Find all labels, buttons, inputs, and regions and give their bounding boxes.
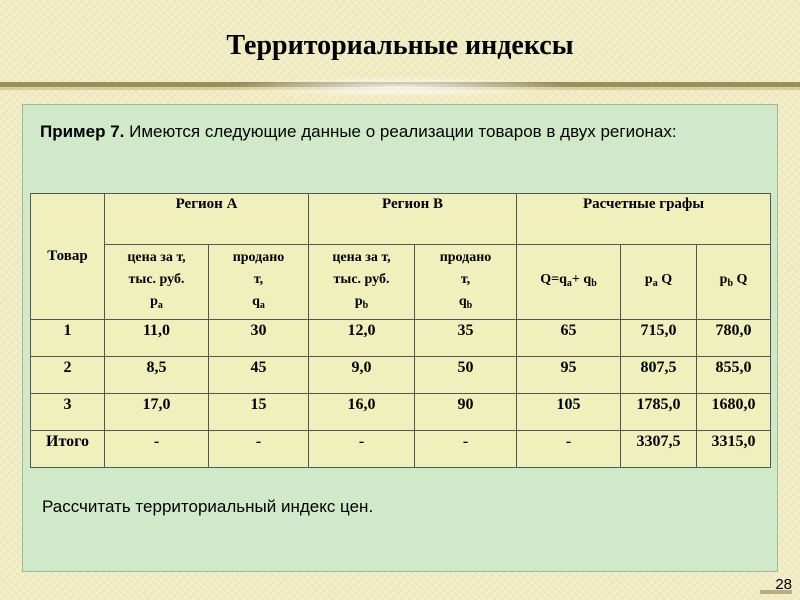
- table-row: [31, 357, 771, 394]
- cell-pa: 8,5: [105, 357, 209, 394]
- header-sold-a-line1: продано: [232, 250, 285, 265]
- header-sold-a-line2: т,: [253, 272, 264, 287]
- cell-pbq: 1680,0: [697, 394, 771, 431]
- cell-pa: 17,0: [105, 394, 209, 431]
- header-sold-b-symbol: $q_b$: [458, 294, 473, 311]
- title-rule-glow: [230, 76, 570, 98]
- table-row: [31, 320, 771, 357]
- header-sold-b-line2: т,: [460, 272, 471, 287]
- header-region-a: Регион А: [105, 194, 309, 245]
- cell-qa: 15: [209, 394, 309, 431]
- row-label: 3: [31, 394, 105, 431]
- header-product: Товар: [31, 194, 105, 320]
- cell-pb: -: [309, 431, 415, 468]
- table-row-total: [31, 431, 771, 468]
- cell-paq: 3307,5: [621, 431, 697, 468]
- cell-paq: 807,5: [621, 357, 697, 394]
- header-price-a-line1: цена за т,: [127, 250, 186, 265]
- header-sold-a-symbol: $q_a$: [252, 294, 265, 311]
- cell-qa: 45: [209, 357, 309, 394]
- cell-pbq: 855,0: [697, 357, 771, 394]
- row-label: 1: [31, 320, 105, 357]
- intro-body: Имеются следующие данные о реализации товаров в двух регионах:: [124, 122, 677, 141]
- cell-q: 105: [517, 394, 621, 431]
- header-q-total: $Q=q_a+ q_b$: [517, 245, 621, 320]
- header-price-a-symbol: $p_a$: [150, 294, 163, 311]
- header-region-b: Регион В: [309, 194, 517, 245]
- cell-pb: 12,0: [309, 320, 415, 357]
- table-row: [31, 394, 771, 431]
- cell-qb: 90: [415, 394, 517, 431]
- header-row-columns: [31, 245, 771, 320]
- header-row-groups: [31, 194, 771, 245]
- cell-paq: 1785,0: [621, 394, 697, 431]
- cell-pa: 11,0: [105, 320, 209, 357]
- cell-qb: 35: [415, 320, 517, 357]
- cell-qa: -: [209, 431, 309, 468]
- cell-q: 95: [517, 357, 621, 394]
- cell-pbq: 780,0: [697, 320, 771, 357]
- page-number: 28: [775, 576, 792, 593]
- cell-pa: -: [105, 431, 209, 468]
- header-price-b-line2: тыс. руб.: [333, 272, 390, 287]
- row-label: 2: [31, 357, 105, 394]
- header-sold-b-line1: продано: [439, 250, 492, 265]
- cell-paq: 715,0: [621, 320, 697, 357]
- slide-title: Территориальные индексы: [226, 30, 574, 61]
- example-label: Пример 7.: [40, 122, 125, 141]
- header-sold-a: [209, 245, 309, 320]
- cell-q: -: [517, 431, 621, 468]
- header-calculated: Расчетные графы: [517, 194, 771, 245]
- header-price-b-line1: цена за т,: [332, 250, 391, 265]
- cell-qb: -: [415, 431, 517, 468]
- header-price-a: [105, 245, 209, 320]
- data-table: [30, 193, 771, 468]
- header-price-b: [309, 245, 415, 320]
- cell-qa: 30: [209, 320, 309, 357]
- cell-pbq: 3315,0: [697, 431, 771, 468]
- header-pb-q: $p_b$ Q: [697, 245, 771, 320]
- header-price-b-symbol: $p_b$: [354, 294, 369, 311]
- cell-pb: 9,0: [309, 357, 415, 394]
- header-sold-b: [415, 245, 517, 320]
- header-price-a-line2: тыс. руб.: [128, 272, 185, 287]
- intro-text: [40, 120, 740, 144]
- cell-pb: 16,0: [309, 394, 415, 431]
- row-label: Итого: [31, 431, 105, 468]
- task-text: Рассчитать территориальный индекс цен.: [42, 497, 374, 516]
- header-pa-q: $p_a$ Q: [621, 245, 697, 320]
- cell-q: 65: [517, 320, 621, 357]
- cell-qb: 50: [415, 357, 517, 394]
